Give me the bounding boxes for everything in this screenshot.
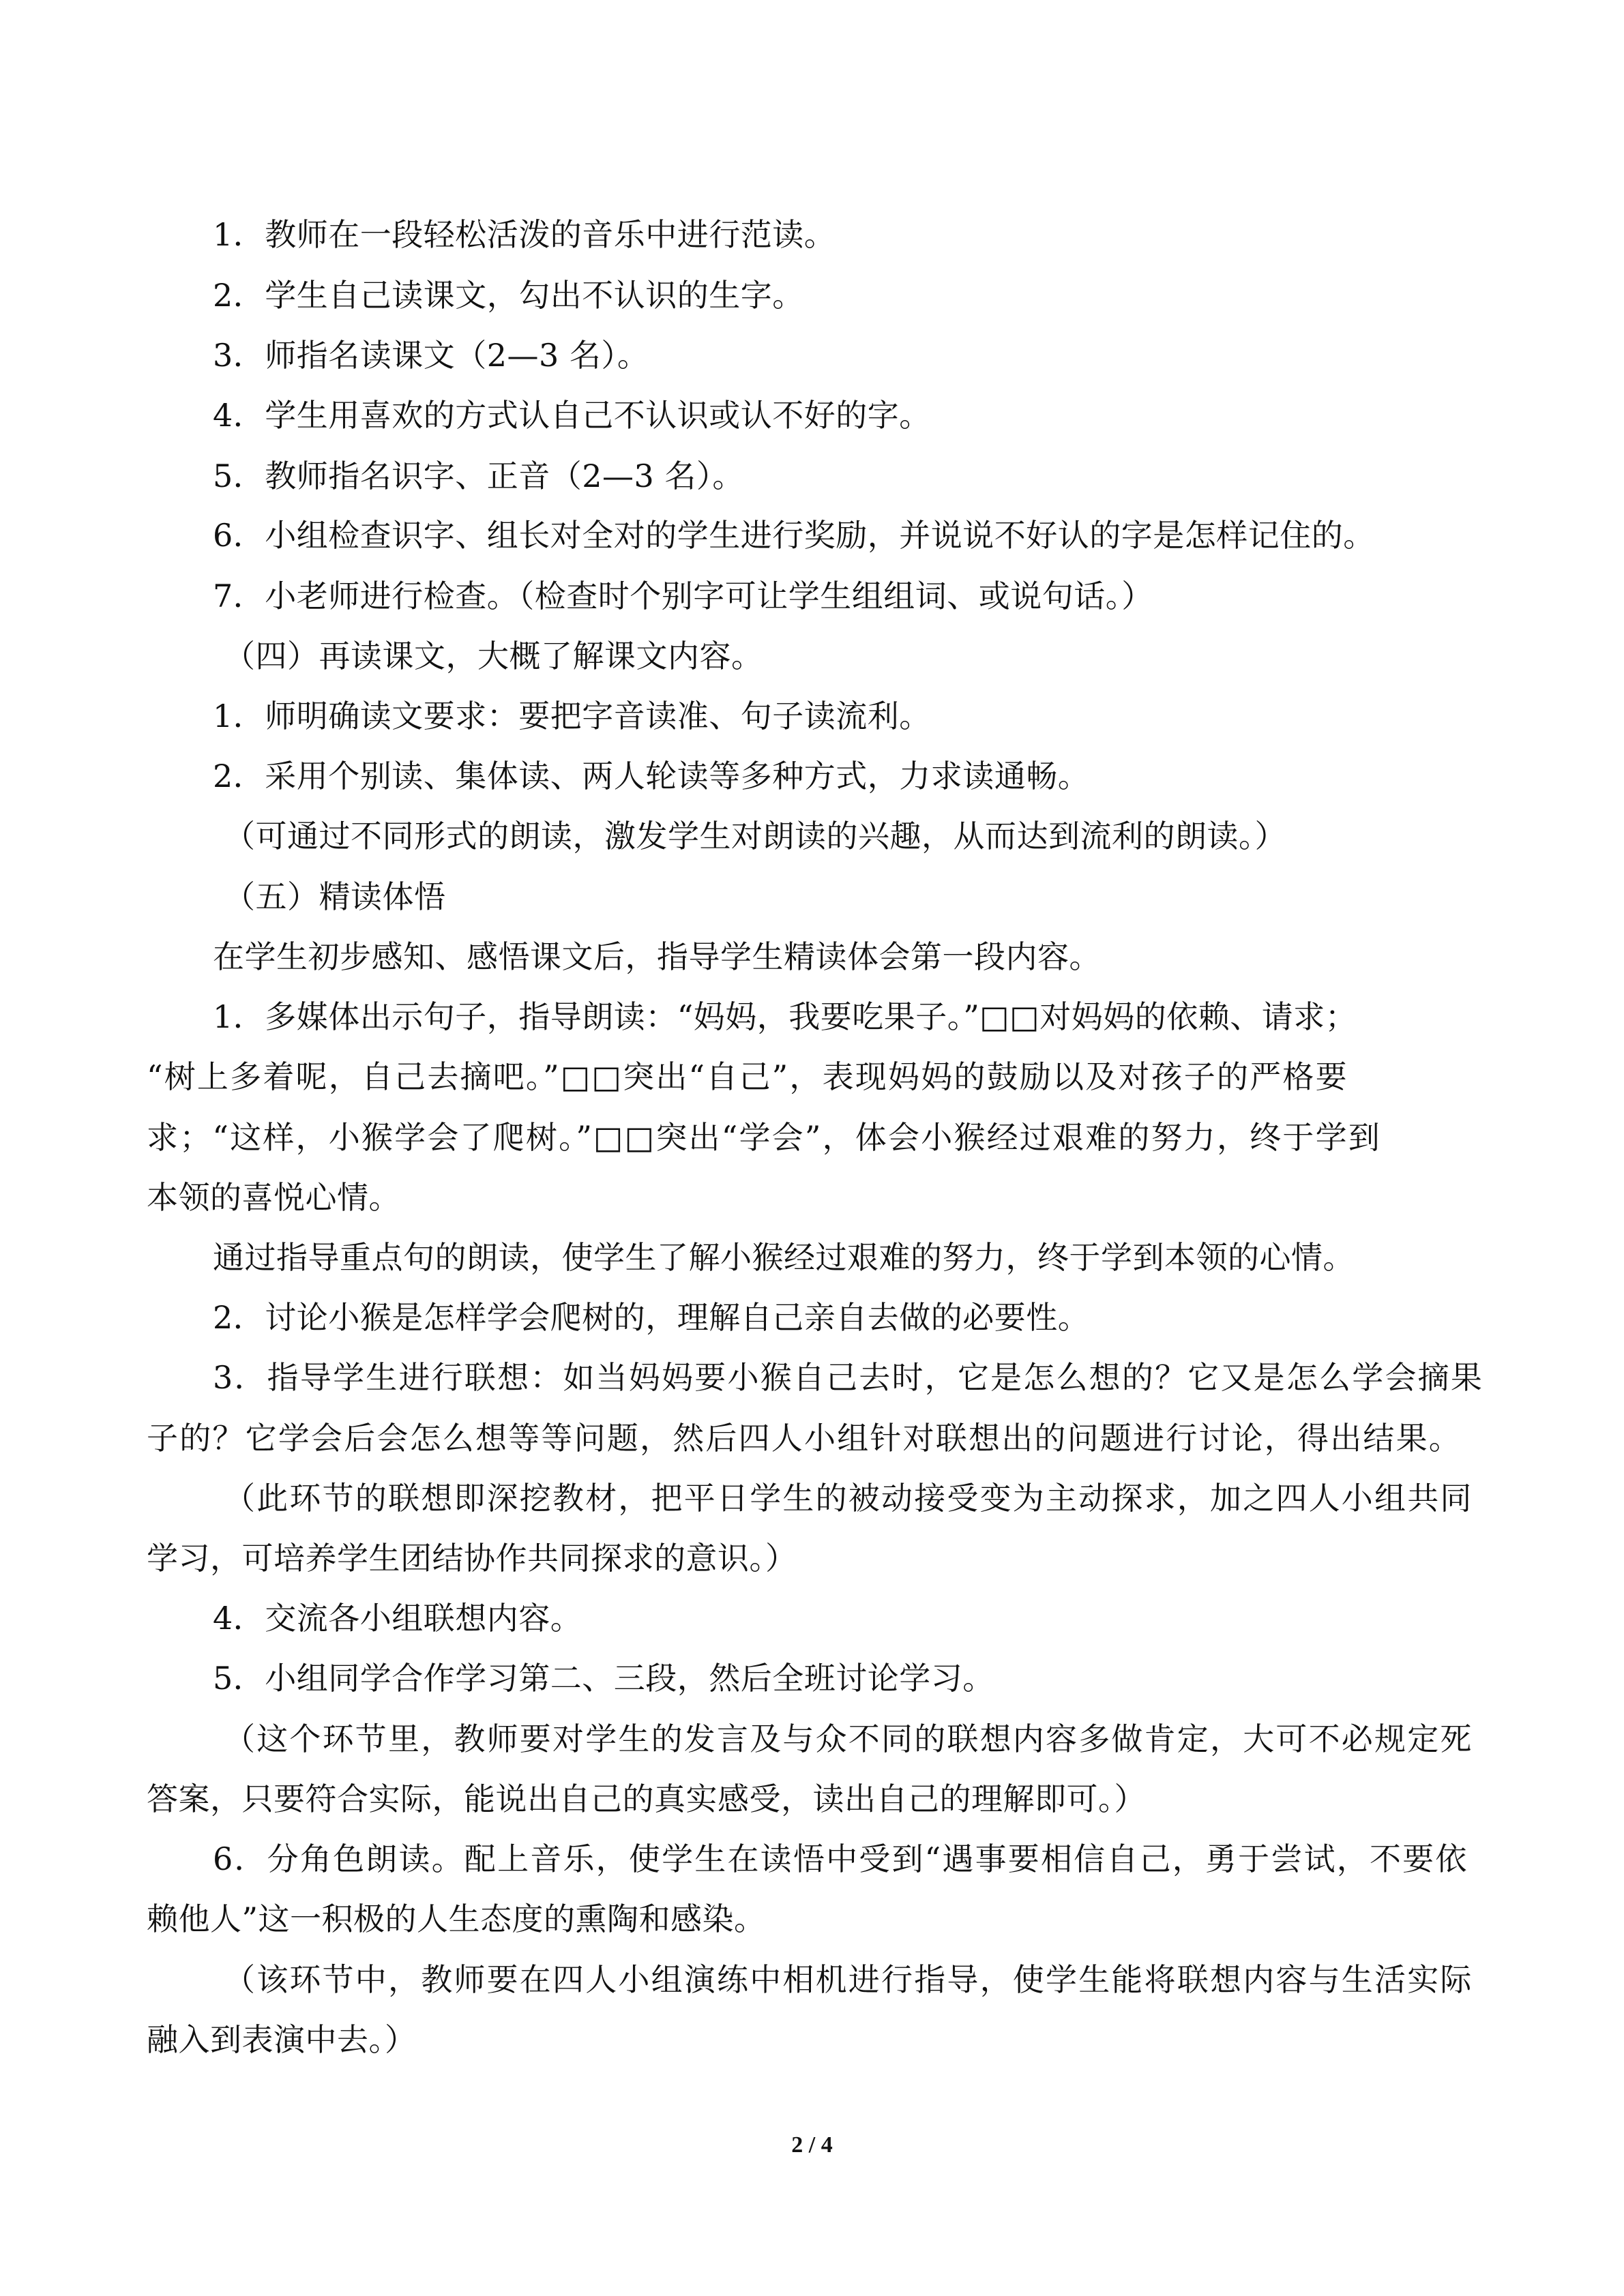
paragraph-line: （这个环节里，教师要对学生的发言及与众不同的联想内容多做肯定，大可不必规定死	[224, 1720, 1473, 1757]
paragraph-line: 通过指导重点句的朗读，使学生了解小猴经过艰难的努力，终于学到本领的心情。	[213, 1239, 1355, 1276]
paragraph-line: （此环节的联想即深挖教材，把平日学生的被动接受变为主动探求，加之四人小组共同	[224, 1480, 1473, 1517]
paragraph-line: 答案，只要符合实际，能说出自己的真实感受，读出自己的理解即可。）	[147, 1780, 1146, 1817]
paragraph-line: 4．学生用喜欢的方式认自己不认识或认不好的字。	[213, 397, 931, 434]
paragraph-line: 子的？它学会后会怎么想等等问题，然后四人小组针对联想出的问题进行讨论，得出结果。	[147, 1420, 1462, 1457]
paragraph-line: 3．师指名读课文（2—3 名）。	[213, 337, 649, 374]
paragraph-line: 2．讨论小猴是怎样学会爬树的，理解自己亲自去做的必要性。	[213, 1299, 1090, 1336]
section-heading: （四）再读课文，大概了解课文内容。	[224, 638, 763, 674]
paragraph-line: 融入到表演中去。）	[147, 2021, 417, 2058]
paragraph-line: 5．教师指名识字、正音（2—3 名）。	[213, 458, 744, 494]
paragraph-line: 1．教师在一段轻松活泼的音乐中进行范读。	[213, 216, 836, 253]
section-heading: （五）精读体悟	[224, 878, 446, 915]
paragraph-line: 7．小老师进行检查。（检查时个别字可让学生组组词、或说句话。）	[213, 578, 1153, 614]
paragraph-line: 求；“这样，小猴学会了爬树。”□□突出“学会”，体会小猴经过艰难的努力，终于学到	[147, 1119, 1381, 1156]
paragraph-line: “树上多着呢，自己去摘吧。”□□突出“自己”，表现妈妈的鼓励以及对孩子的严格要	[147, 1058, 1348, 1095]
paragraph-line: 5．小组同学合作学习第二、三段，然后全班讨论学习。	[213, 1660, 994, 1697]
paragraph-line: 2．学生自己读课文，勾出不认识的生字。	[213, 277, 804, 314]
paragraph-line: 学习，可培养学生团结协作共同探求的意识。）	[147, 1540, 797, 1577]
paragraph-line: （该环节中，教师要在四人小组演练中相机进行指导，使学生能将联想内容与生活实际	[224, 1961, 1473, 1998]
paragraph-line: 6．分角色朗读。配上音乐，使学生在读悟中受到“遇事要相信自己，勇于尝试，不要依	[213, 1840, 1468, 1877]
paragraph-line: 在学生初步感知、感悟课文后，指导学生精读体会第一段内容。	[213, 938, 1101, 975]
paragraph-line: （可通过不同形式的朗读，激发学生对朗读的兴趣，从而达到流利的朗读。）	[224, 818, 1286, 854]
paragraph-line: 1．多媒体出示句子，指导朗读：“妈妈，我要吃果子。”□□对妈妈的依赖、请求；	[213, 998, 1357, 1035]
paragraph-line: 1．师明确读文要求：要把字音读准、句子读流利。	[213, 698, 931, 734]
paragraph-line: 本领的喜悦心情。	[147, 1179, 400, 1216]
paragraph-line: 3．指导学生进行联想：如当妈妈要小猴自己去时，它是怎么想的？它又是怎么学会摘果	[213, 1359, 1484, 1396]
paragraph-line: 赖他人”这一积极的人生态度的熏陶和感染。	[147, 1900, 766, 1937]
page-number: 2 / 4	[791, 2132, 833, 2158]
paragraph-line: 2．采用个别读、集体读、两人轮读等多种方式，力求读通畅。	[213, 758, 1090, 794]
paragraph-line: 6．小组检查识字、组长对全对的学生进行奖励，并说说不好认的字是怎样记住的。	[213, 517, 1375, 554]
paragraph-line: 4．交流各小组联想内容。	[213, 1600, 582, 1637]
